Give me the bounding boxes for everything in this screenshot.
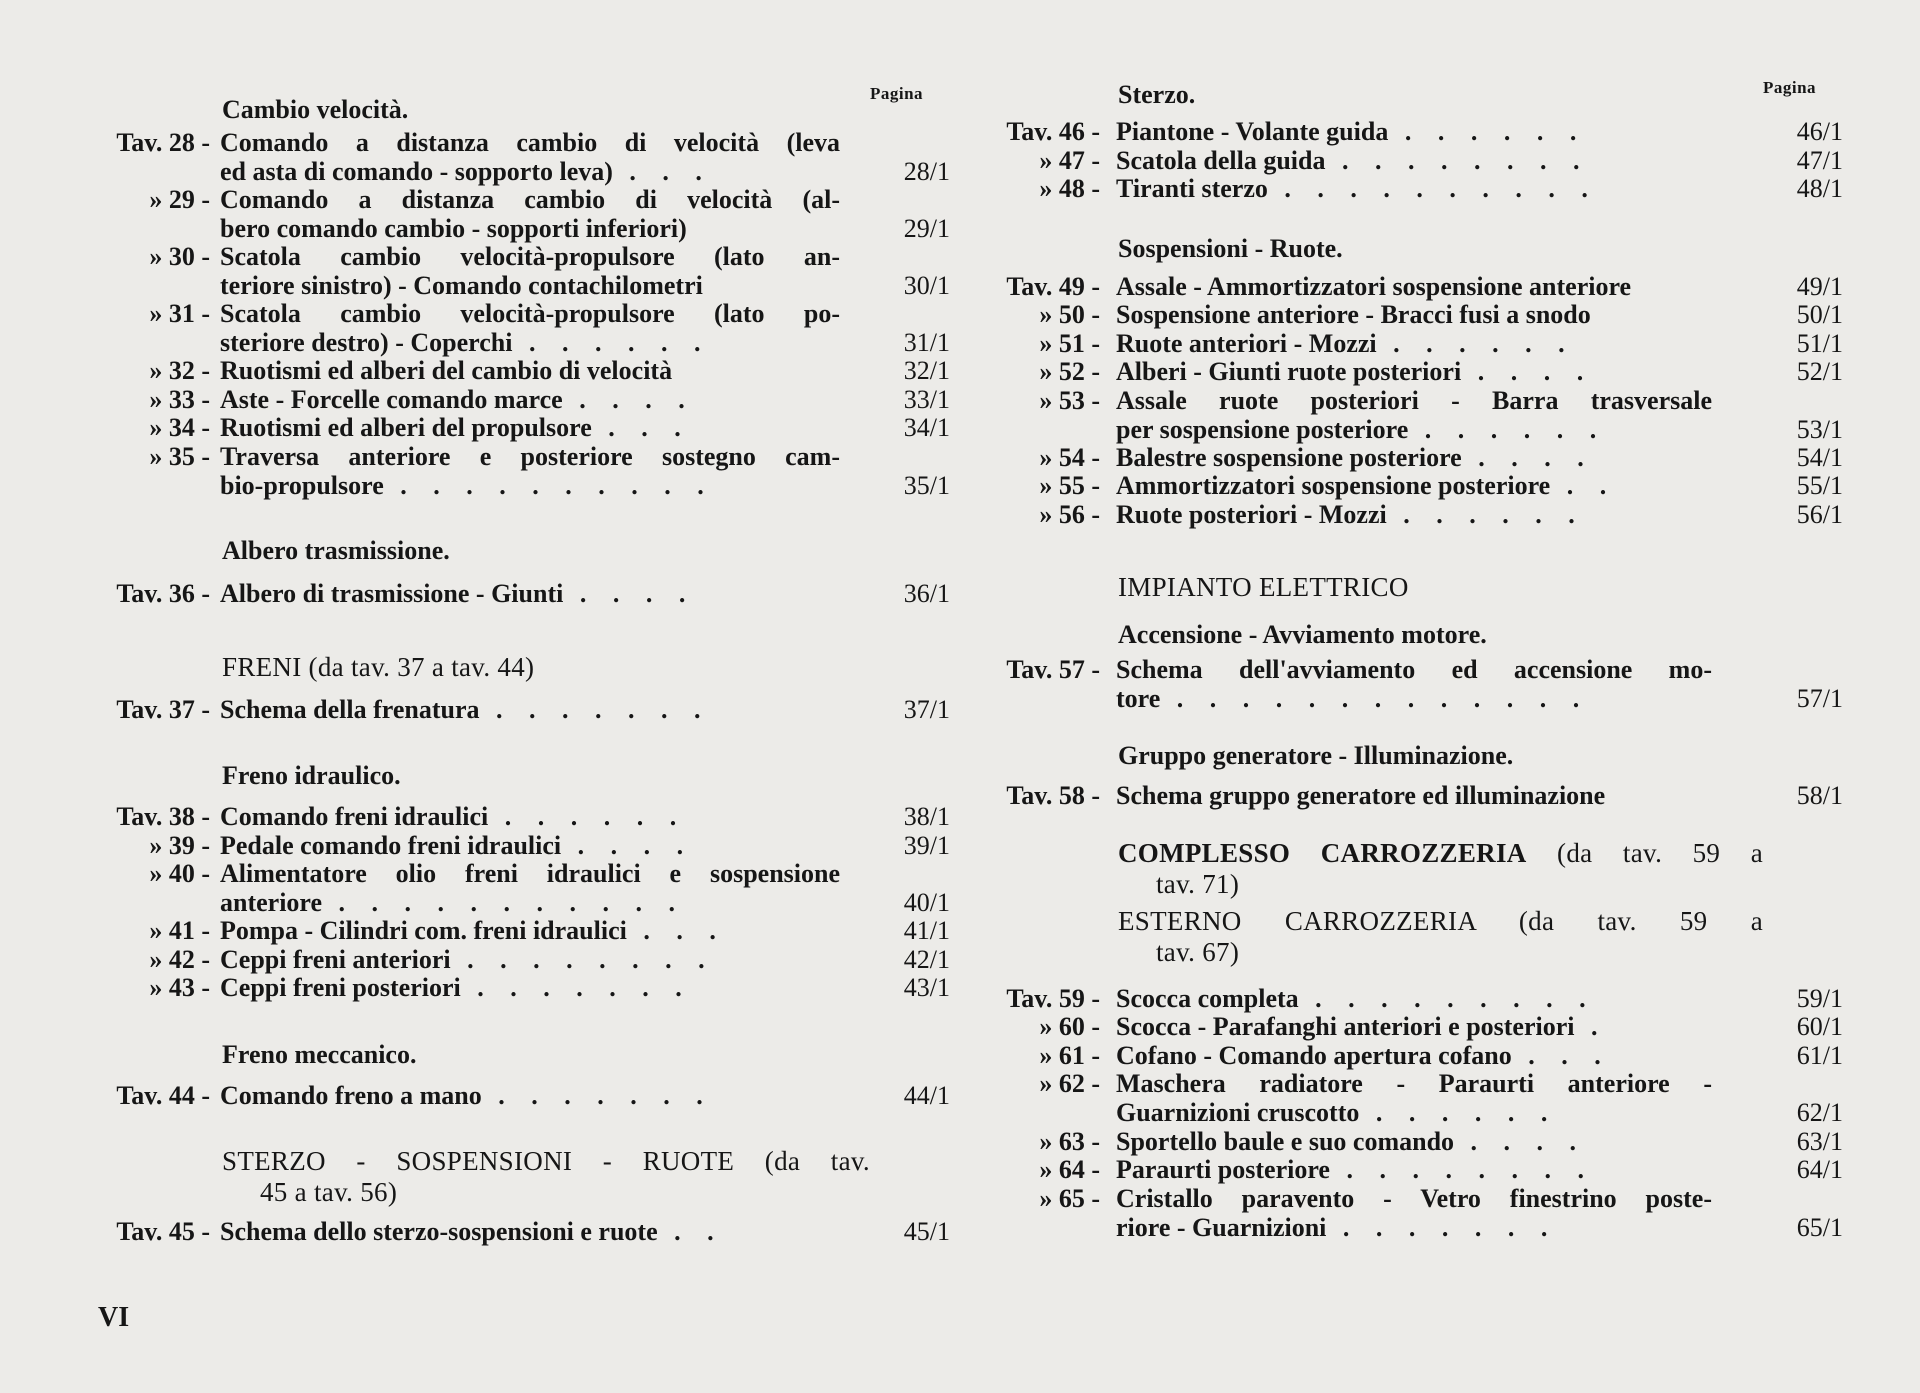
section-heading: Cambio velocità. (222, 95, 409, 124)
entry-page-number: 34/1 (903, 413, 950, 442)
entry-description: Ceppi freni anteriori . . . . . . . . (220, 945, 715, 974)
entry-prefix: » 47 - (1039, 146, 1100, 175)
entry-prefix: » 33 - (149, 385, 210, 414)
entry-prefix: » 31 - (149, 299, 210, 328)
pagina-header-right: Pagina (1763, 78, 1817, 97)
entry-page-number: 40/1 (903, 887, 950, 917)
entry-page-number: 42/1 (903, 945, 950, 974)
entry-page-number: 41/1 (903, 916, 950, 945)
entry-description: Assale - Ammortizzatori sospensione anteriore (1116, 272, 1632, 301)
entry-description: Scocca - Parafanghi anteriori e posteriori . (1116, 1012, 1608, 1041)
entry-page-number: 32/1 (903, 356, 950, 385)
section-heading: Freno meccanico. (222, 1040, 417, 1069)
entry-page-number: 43/1 (903, 973, 950, 1002)
entry-prefix: Tav. 38 - (116, 802, 210, 831)
entry-page-number: 38/1 (903, 802, 950, 831)
entry-page-number: 49/1 (1796, 272, 1843, 301)
entry-page-number: 44/1 (903, 1081, 950, 1110)
entry-description: Comando a distanza cambio di velocità (leva ed asta di comando - sopporto leva) . . . (220, 129, 840, 186)
major-heading-line: COMPLESSO CARROZZERIA (da tav. 59 a (1118, 838, 1763, 868)
entry-prefix: Tav. 49 - (1006, 272, 1100, 301)
entry-prefix: » 62 - (1039, 1069, 1100, 1098)
entry-page-number: 48/1 (1796, 174, 1843, 203)
entry-description: Sportello baule e suo comando . . . . (1116, 1127, 1587, 1156)
entry-prefix: » 40 - (149, 859, 210, 888)
entry-description: Ruote posteriori - Mozzi . . . . . . (1116, 500, 1585, 529)
entry-prefix: » 35 - (149, 442, 210, 471)
entry-description: Schema dello sterzo-sospensioni e ruote . . (220, 1217, 724, 1246)
entry-description: Pompa - Cilindri com. freni idraulici . . . (220, 916, 726, 945)
entry-prefix: » 30 - (149, 242, 210, 271)
entry-prefix: » 50 - (1039, 300, 1100, 329)
major-heading-line: STERZO - SOSPENSIONI - RUOTE (da tav. (222, 1146, 870, 1176)
entry-description: Ceppi freni posteriori . . . . . . . (220, 973, 692, 1002)
section-heading: Accensione - Avviamento motore. (1118, 620, 1487, 649)
entry-page-number: 57/1 (1796, 683, 1843, 713)
entry-description: Comando freni idraulici . . . . . . (220, 802, 687, 831)
entry-description: Traversa anteriore e posteriore sostegno cam- bio-propulsore . . . . . . . . . . (220, 443, 840, 500)
entry-prefix: Tav. 44 - (116, 1081, 210, 1110)
entry-page-number: 39/1 (903, 831, 950, 860)
entry-prefix: » 32 - (149, 356, 210, 385)
entry-description: Comando freno a mano . . . . . . . (220, 1081, 713, 1110)
entry-prefix: Tav. 57 - (1006, 655, 1100, 684)
entry-page-number: 60/1 (1796, 1012, 1843, 1041)
entry-description: Sospensione anteriore - Bracci fusi a snodo (1116, 300, 1591, 329)
entry-description: Schema della frenatura . . . . . . . (220, 695, 711, 724)
entry-page-number: 53/1 (1796, 414, 1843, 444)
entry-description: Schema gruppo generatore ed illuminazione (1116, 781, 1606, 810)
entry-page-number: 29/1 (903, 213, 950, 243)
major-heading (222, 1146, 870, 1208)
entry-description: Maschera radiatore - Paraurti anteriore - Guarnizioni cruscotto . . . . . . (1116, 1070, 1712, 1127)
entry-description: Scocca completa . . . . . . . . . (1116, 984, 1596, 1013)
entry-page-number: 50/1 (1796, 300, 1843, 329)
section-heading: Freno idraulico. (222, 761, 401, 790)
entry-description: Balestre sospensione posteriore . . . . (1116, 443, 1594, 472)
major-heading (1118, 838, 1763, 900)
pagina-header-left: Pagina (870, 84, 924, 103)
entry-prefix: » 48 - (1039, 174, 1100, 203)
entry-page-number: 59/1 (1796, 984, 1843, 1013)
entry-prefix: Tav. 59 - (1006, 984, 1100, 1013)
entry-prefix: » 41 - (149, 916, 210, 945)
entry-description: Ruote anteriori - Mozzi . . . . . . (1116, 329, 1575, 358)
entry-description: Assale ruote posteriori - Barra trasversale per sospensione posteriore . . . . . . (1116, 387, 1712, 444)
major-heading: FRENI (da tav. 37 a tav. 44) (222, 652, 535, 682)
entry-page-number: 46/1 (1796, 117, 1843, 146)
entry-description: Alberi - Giunti ruote posteriori . . . . (1116, 357, 1594, 386)
entry-page-number: 45/1 (903, 1217, 950, 1246)
entry-page-number: 54/1 (1796, 443, 1843, 472)
entry-description: Alimentatore olio freni idraulici e sospensione anteriore . . . . . . . . . . . (220, 860, 840, 917)
entry-description: Ruotismi ed alberi del cambio di velocità (220, 356, 673, 385)
section-heading: Gruppo generatore - Illuminazione. (1118, 741, 1514, 770)
entry-prefix: » 34 - (149, 413, 210, 442)
entry-description: Cristallo paravento - Vetro finestrino poste- riore - Guarnizioni . . . . . . . (1116, 1185, 1712, 1242)
entry-description: Cofano - Comando apertura cofano . . . (1116, 1041, 1611, 1070)
entry-page-number: 31/1 (903, 327, 950, 357)
entry-page-number: 51/1 (1796, 329, 1843, 358)
entry-prefix: » 56 - (1039, 500, 1100, 529)
entry-page-number: 30/1 (903, 270, 950, 300)
entry-page-number: 62/1 (1796, 1097, 1843, 1127)
entry-description: Piantone - Volante guida . . . . . . (1116, 117, 1587, 146)
entry-page-number: 63/1 (1796, 1127, 1843, 1156)
major-heading-line: tav. 67) (1156, 937, 1240, 967)
entry-description: Tiranti sterzo . . . . . . . . . . (1116, 174, 1598, 203)
page-number: VI (98, 1302, 130, 1333)
entry-prefix: » 55 - (1039, 471, 1100, 500)
entry-prefix: » 60 - (1039, 1012, 1100, 1041)
section-heading: Sospensioni - Ruote. (1118, 234, 1343, 263)
entry-page-number: 61/1 (1796, 1041, 1843, 1070)
entry-page-number: 47/1 (1796, 146, 1843, 175)
entry-page-number: 33/1 (903, 385, 950, 414)
entry-page-number: 65/1 (1796, 1212, 1843, 1242)
entry-prefix: Tav. 36 - (116, 579, 210, 608)
section-heading: Sterzo. (1118, 80, 1196, 109)
major-heading-line: tav. 71) (1156, 869, 1240, 899)
major-heading: IMPIANTO ELETTRICO (1118, 572, 1409, 602)
entry-prefix: » 39 - (149, 831, 210, 860)
entry-page-number: 58/1 (1796, 781, 1843, 810)
entry-page-number: 56/1 (1796, 500, 1843, 529)
entry-prefix: Tav. 45 - (116, 1217, 210, 1246)
entry-prefix: Tav. 28 - (116, 128, 210, 157)
entry-page-number: 28/1 (903, 156, 950, 186)
entry-description: Ammortizzatori sospensione posteriore . . (1116, 471, 1617, 500)
entry-description: Schema dell'avviamento ed accensione mo- tore . . . . . . . . . . . . . (1116, 656, 1712, 713)
entry-prefix: » 51 - (1039, 329, 1100, 358)
entry-description: Comando a distanza cambio di velocità (al- bero comando cambio - sopporti inferiori) (220, 186, 840, 243)
entry-description: Ruotismi ed alberi del propulsore . . . (220, 413, 691, 442)
entry-description: Aste - Forcelle comando marce . . . . (220, 385, 695, 414)
entry-prefix: Tav. 37 - (116, 695, 210, 724)
entry-description: Scatola cambio velocità-propulsore (lato an- teriore sinistro) - Comando contachilometri (220, 243, 840, 300)
entry-prefix: » 43 - (149, 973, 210, 1002)
entry-prefix: Tav. 58 - (1006, 781, 1100, 810)
entry-prefix: » 54 - (1039, 443, 1100, 472)
entry-prefix: » 53 - (1039, 386, 1100, 415)
entry-description: Paraurti posteriore . . . . . . . . (1116, 1155, 1594, 1184)
entry-prefix: » 52 - (1039, 357, 1100, 386)
entry-page-number: 36/1 (903, 579, 950, 608)
entry-prefix: » 42 - (149, 945, 210, 974)
major-heading (1118, 906, 1763, 968)
entry-description: Albero di trasmissione - Giunti . . . . (220, 579, 696, 608)
entry-prefix: Tav. 46 - (1006, 117, 1100, 146)
section-heading: Albero trasmissione. (222, 536, 450, 565)
entry-page-number: 37/1 (903, 695, 950, 724)
entry-page-number: 55/1 (1796, 471, 1843, 500)
entry-page-number: 64/1 (1796, 1155, 1843, 1184)
major-heading-line: 45 a tav. 56) (260, 1177, 398, 1207)
entry-page-number: 52/1 (1796, 357, 1843, 386)
entry-prefix: » 61 - (1039, 1041, 1100, 1070)
entry-page-number: 35/1 (903, 470, 950, 500)
entry-description: Scatola cambio velocità-propulsore (lato po- steriore destro) - Coperchi . . . . . . (220, 300, 840, 357)
entry-description: Pedale comando freni idraulici . . . . (220, 831, 694, 860)
entry-prefix: » 65 - (1039, 1184, 1100, 1213)
entry-prefix: » 29 - (149, 185, 210, 214)
entry-prefix: » 64 - (1039, 1155, 1100, 1184)
major-heading-line: ESTERNO CARROZZERIA (da tav. 59 a (1118, 906, 1763, 936)
entry-description: Scatola della guida . . . . . . . . (1116, 146, 1590, 175)
entry-prefix: » 63 - (1039, 1127, 1100, 1156)
